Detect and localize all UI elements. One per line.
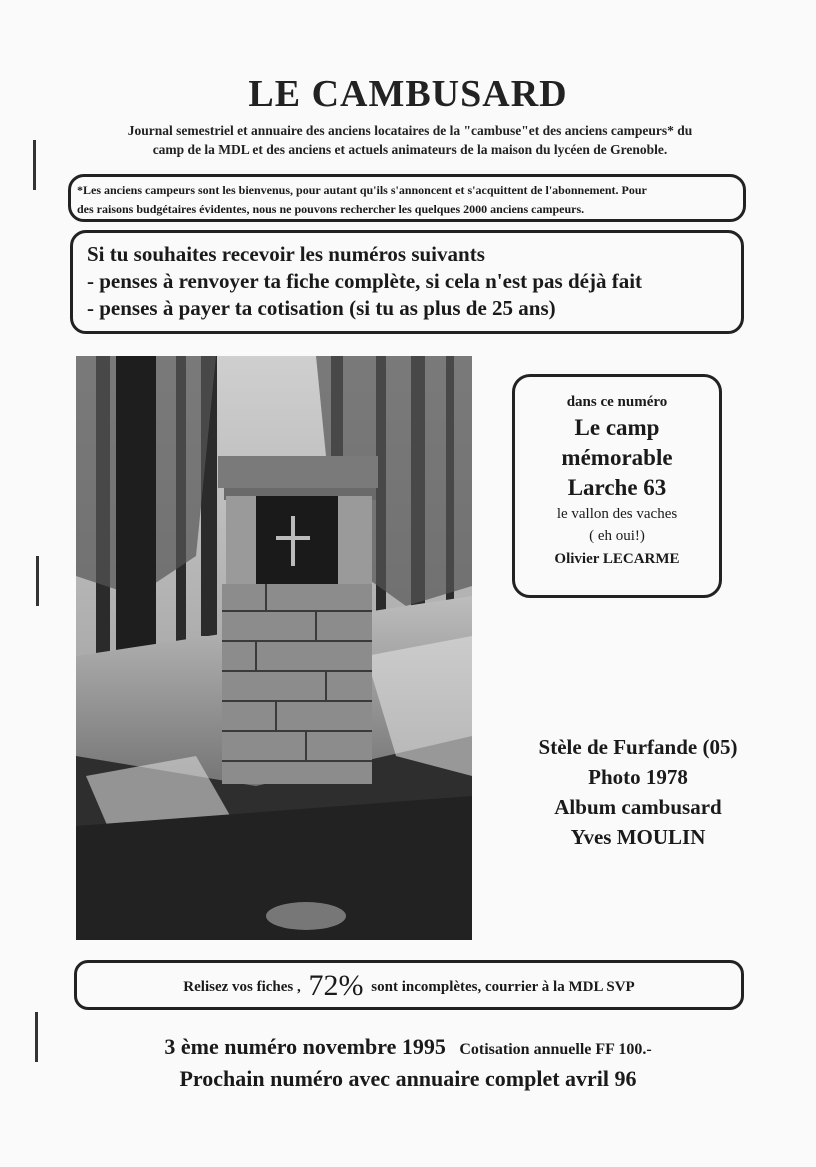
subtitle-line: camp de la MDL et des anciens et actuels animateurs de la maison du lycéen de Grenoble. <box>152 142 668 157</box>
note-line: *Les anciens campeurs sont les bienvenus, pour autant qu'ils s'annoncent et s'acquittent de l'abonnement. Pour <box>77 183 647 197</box>
issue-intro: dans ce numéro <box>566 394 668 410</box>
journal-title: LE CAMBUSARD <box>248 73 568 115</box>
issue-headline: Larche 63 <box>567 475 667 500</box>
issue-headline: Le camp <box>574 415 660 440</box>
campers-note-box <box>68 174 746 222</box>
subtitle-line: Journal semestriel et annuaire des anciens locataires de la "cambuse"et des anciens campeurs* du <box>127 123 693 138</box>
renewal-line: - penses à renvoyer ta fiche complète, si cela n'est pas déjà fait <box>87 269 643 293</box>
renewal-reminder-box <box>70 230 744 334</box>
incomplete-records-box <box>74 960 744 1010</box>
fiche-text-before: Relisez vos fiches , <box>183 979 301 995</box>
renewal-line: - penses à payer ta cotisation (si tu as plus de 25 ans) <box>87 296 556 320</box>
issue-info <box>0 1034 816 1060</box>
binder-mark-middle <box>36 556 39 606</box>
next-issue-info: Prochain numéro avec annuaire complet avril 96 <box>179 1066 637 1091</box>
incomplete-percent: 72% <box>308 969 364 1002</box>
caption-line: Stèle de Furfande (05) <box>538 735 738 759</box>
issue-subtitle: ( eh oui!) <box>589 528 645 544</box>
note-line: des raisons budgétaires évidentes, nous ne pouvons rechercher les quelques 2000 anciens campeurs. <box>77 202 585 216</box>
issue-author: Olivier LECARME <box>554 551 680 567</box>
renewal-line: Si tu souhaites recevoir les numéros suivants <box>87 242 485 266</box>
in-this-issue-box <box>512 374 722 598</box>
caption-line: Yves MOULIN <box>570 825 706 849</box>
annual-fee: Cotisation annuelle FF 100.- <box>459 1041 652 1058</box>
journal-subtitle <box>80 121 740 159</box>
stele-photo <box>76 356 472 940</box>
caption-line: Album cambusard <box>554 795 722 819</box>
stele-photo-illustration <box>76 356 472 940</box>
issue-headline: mémorable <box>561 445 673 470</box>
issue-number-date: 3 ème numéro novembre 1995 <box>164 1034 446 1059</box>
photo-caption <box>478 732 798 852</box>
fiche-text-after: sont incomplètes, courrier à la MDL SVP <box>371 979 635 995</box>
caption-line: Photo 1978 <box>588 765 688 789</box>
issue-subtitle: le vallon des vaches <box>556 506 678 522</box>
binder-mark-top <box>33 140 36 190</box>
